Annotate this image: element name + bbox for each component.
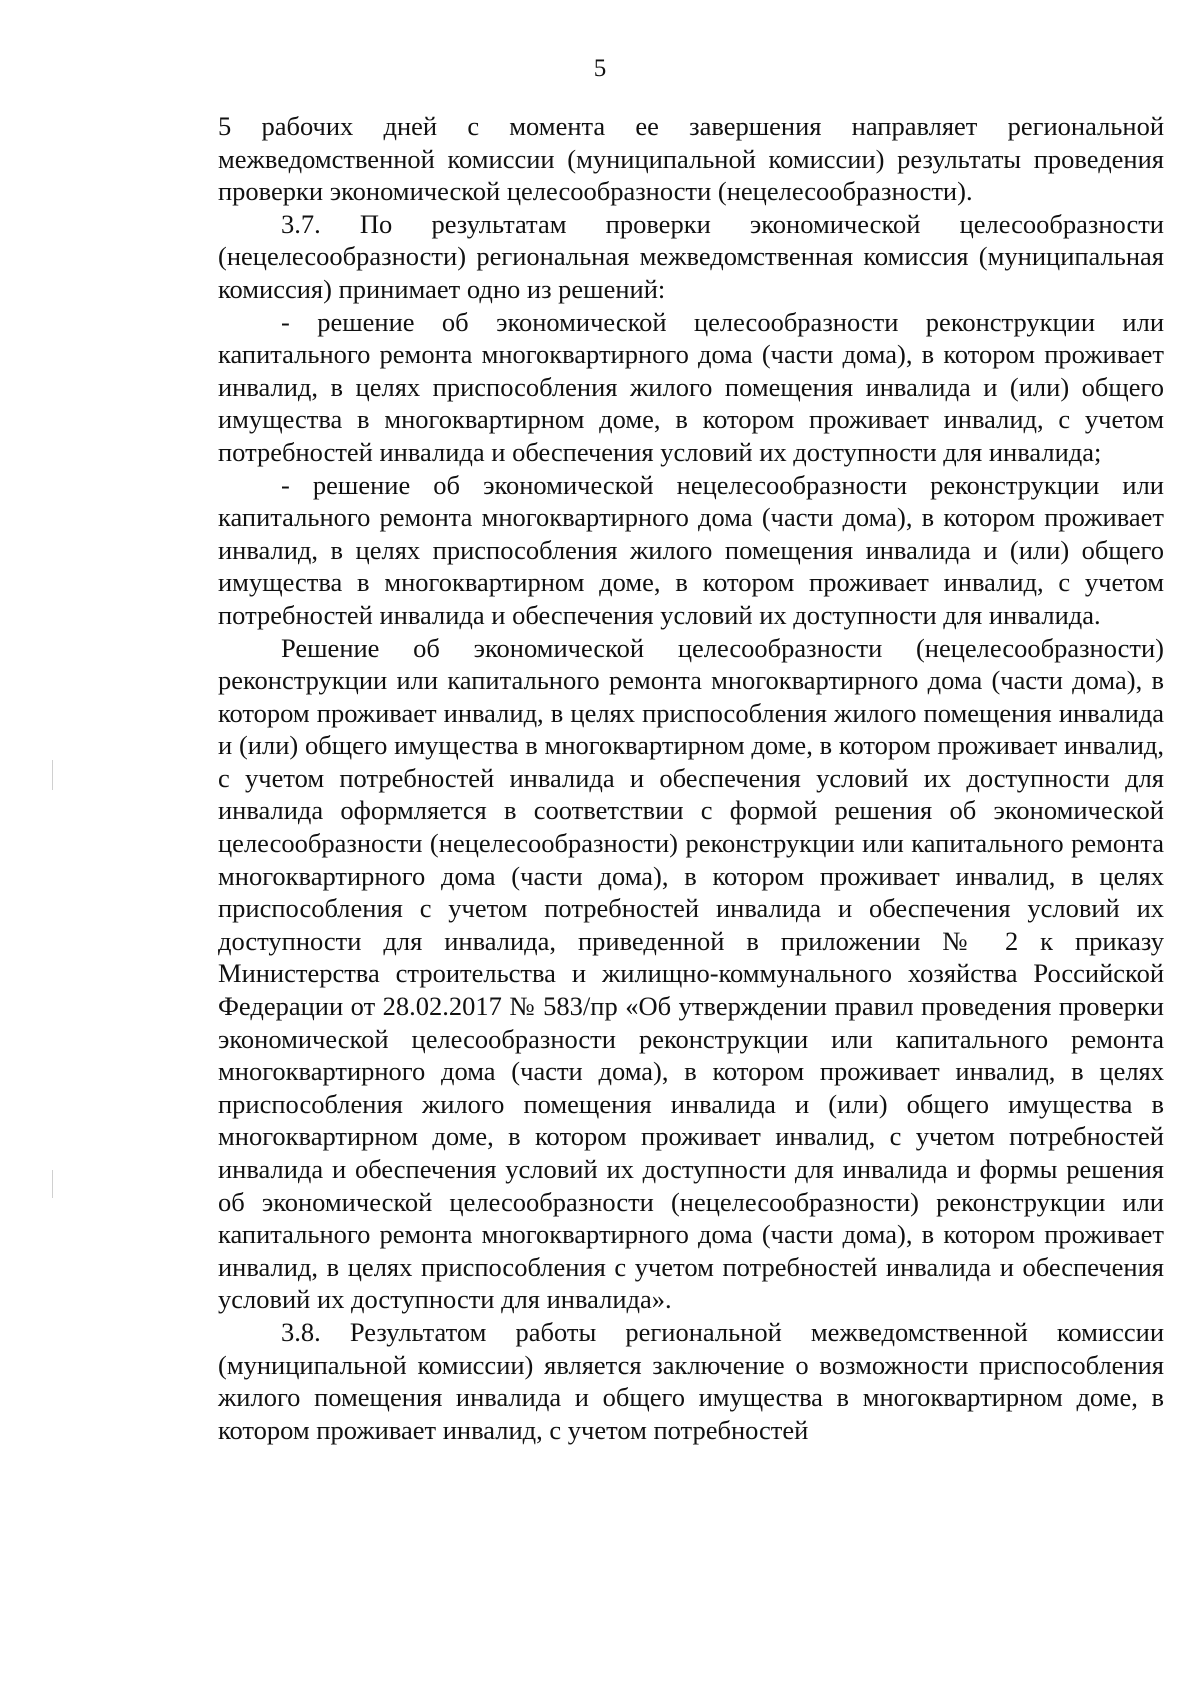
page-number: 5 <box>593 55 607 82</box>
paragraph-decision-form: Решение об экономической целесообразности (нецелесообразности) реконструкции или капитального ремонта многоквартирного дома (части дома), в котором проживает инвалид, в целях приспособления жилого помещения инвалида и (или) общего имущества в многоквартирном доме, в котором проживает инвалид, с учетом потребностей инвалида и обеспечения условий их доступности для инвалида оформляется в соответствии с формой решения об экономической целесообразности (нецелесообразности) реконструкции или капитального ремонта многоквартирного дома (части дома), в котором проживает инвалид, в целях приспособления с учетом потребностей инвалида и обеспечения условий их доступности для инвалида, приведенной в приложении № 2 к приказу Министерства строительства и жилищно-коммунального хозяйства Российской Федерации от 28.02.2017 № 583/пр «Об утверждении правил проведения проверки экономической целесообразности реконструкции или капитального ремонта многоквартирного дома (части дома), в котором проживает инвалид, в целях приспособления жилого помещения инвалида и (или) общего имущества в многоквартирном доме, в котором проживает инвалид, с учетом потребностей инвалида и обеспечения условий их доступности для инвалида и формы решения об экономической целесообразности (нецелесообразности) реконструкции или капитального ремонта многоквартирного дома (части дома), в котором проживает инвалид, в целях приспособления с учетом потребностей инвалида и обеспечения условий их доступности для инвалида». <box>218 632 1164 1315</box>
document-body <box>218 110 1164 1446</box>
paragraph-section-3-7: 3.7. По результатам проверки экономической целесообразности (нецелесообразности) региональная межведомственная комиссия (муниципальная комиссия) принимает одно из решений: <box>218 208 1164 304</box>
scan-artifact-line <box>52 760 53 790</box>
scan-artifact-line <box>52 1170 53 1198</box>
paragraph-continuation: 5 рабочих дней с момента ее завершения направляет региональной межведомственной комиссии (муниципальной комиссии) результаты проведения проверки экономической целесообразности (нецелесообразности). <box>218 111 1164 207</box>
list-item-decision-inexpedient: - решение об экономической нецелесообразности реконструкции или капитального ремонта многоквартирного дома (части дома), в котором проживает инвалид, в целях приспособления жилого помещения инвалида и (или) общего имущества в многоквартирном доме, в котором проживает инвалид, с учетом потребностей инвалида и обеспечения условий их доступности для инвалида. <box>218 469 1164 630</box>
paragraph-section-3-8: 3.8. Результатом работы региональной межведомственной комиссии (муниципальной комиссии) является заключение о возможности приспособления жилого помещения инвалида и общего имущества в многоквартирном доме, в котором проживает инвалид, с учетом потребностей <box>218 1316 1164 1445</box>
list-item-decision-expedient: - решение об экономической целесообразности реконструкции или капитального ремонта многоквартирного дома (части дома), в котором проживает инвалид, в целях приспособления жилого помещения инвалида и (или) общего имущества в многоквартирном доме, в котором проживает инвалид, с учетом потребностей инвалида и обеспечения условий их доступности для инвалида; <box>218 306 1164 467</box>
